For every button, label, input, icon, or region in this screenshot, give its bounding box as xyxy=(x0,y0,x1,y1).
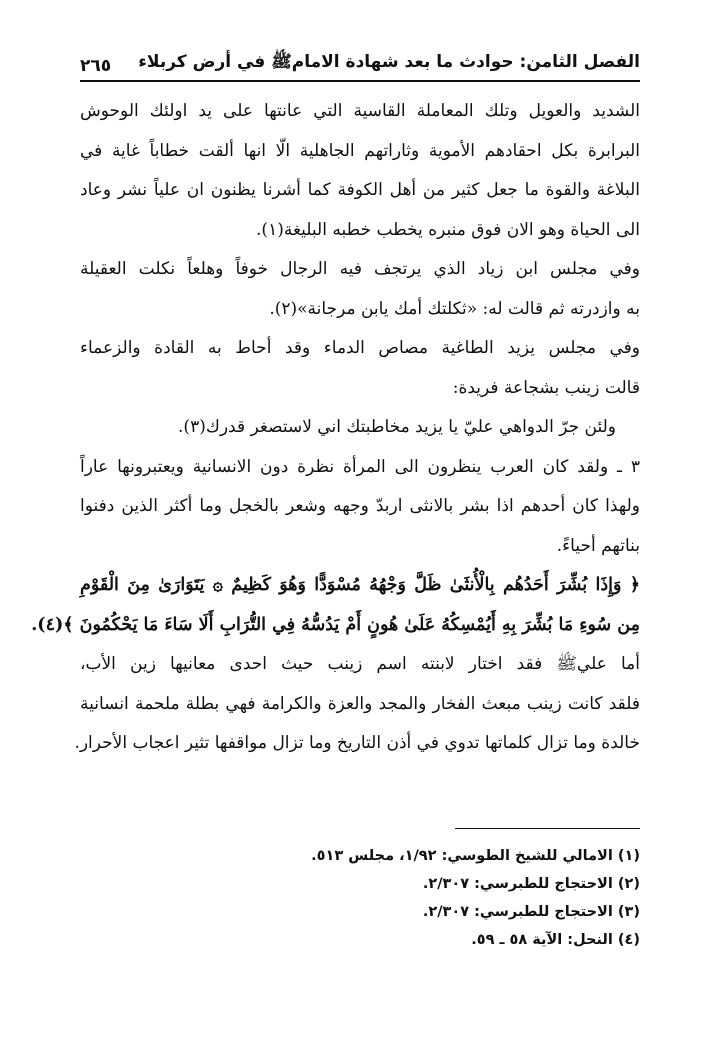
body-line: أما عليﷺ فقد اختار لابنته اسم زينب حيث احدى معانيها زين الأب، xyxy=(80,654,640,674)
body-line: البرابرة بكل احقادهم الأموية وثاراتهم الجاهلية الّا انها ألقت خطاباً غاية في xyxy=(80,140,640,161)
body-line: ٣ ـ ولقد كان العرب ينظرون الى المرأة نظرة دون الانسانية ويعتبرونها عاراً xyxy=(80,456,640,477)
quran-verse-line: مِن سُوءِ مَا بُشِّرَ بِهِ أَيُمْسِكُهُ عَلَىٰ هُونٍ أَمْ يَدُسُّهُ فِي التُّرَابِ أَلَا سَاءَ مَا يَحْكُمُونَ ﴾(٤). xyxy=(31,614,640,635)
body-line: قالت زينب بشجاعة فريدة: xyxy=(452,377,640,398)
chapter-title: الفصل الثامن: حوادث ما بعد شهادة الامامﷺ في أرض كربلاء xyxy=(138,52,640,72)
body-line: وفي مجلس يزيد الطاغية مصاص الدماء وقد أحاط به القادة والزعماء xyxy=(80,338,640,358)
quran-verse-line: ﴿ وَإِذَا بُشِّرَ أَحَدُهُم بِالْأُنثَىٰ ظَلَّ وَجْهُهُ مُسْوَدًّا وَهُوَ كَظِيمٌ ۞ يَتَوَارَىٰ مِنَ الْقَوْمِ xyxy=(80,575,640,595)
body-line: الى الحياة وهو الان فوق منبره يخطب خطبه البليغة(١). xyxy=(256,219,640,240)
running-header xyxy=(80,42,640,76)
body-text xyxy=(31,92,640,764)
header-divider xyxy=(80,80,640,82)
body-line: فلقد كانت زينب مبعث الفخار والمجد والعزة والكرامة فهي بطلة ملحمة انسانية xyxy=(80,693,640,714)
page-number: ٢٦٥ xyxy=(80,56,112,76)
footnote: (٤) النحل: الآية ٥٨ ـ ٥٩. xyxy=(471,932,640,948)
body-line: ولئن جرّ الدواهي عليّ يا يزيد مخاطبتك اني لاستصغر قدرك(٣). xyxy=(178,417,616,437)
body-line: به وازدرته ثم قالت له: «ثكلتك أمك يابن مرجانة»(٢). xyxy=(269,298,640,319)
footnotes xyxy=(80,842,640,954)
body-line: الشديد والعويل وتلك المعاملة القاسية التي عانتها على يد اولئك الوحوش xyxy=(80,101,640,121)
footnote-divider xyxy=(455,828,640,829)
footnote: (٣) الاحتجاج للطبرسي: ٢/٣٠٧. xyxy=(422,904,640,920)
footnote: (١) الامالي للشيخ الطوسي: ١/٩٢، مجلس ٥١٣. xyxy=(311,848,640,864)
body-line: ولهذا كان أحدهم اذا بشر بالانثى اربدّ وجهه وشعر بالخجل وما أكثر الذين دفنوا xyxy=(80,496,640,516)
body-line: خالدة وما تزال كلماتها تدوي في أذن التاريخ وما تزال مواقفها تثير اعجاب الأحرار. xyxy=(74,733,640,753)
body-line: البلاغة والقوة ما جعل كثير من أهل الكوفة كما أشرنا يظنون ان علياً نشر وعاد xyxy=(80,180,640,200)
footnote: (٢) الاحتجاج للطبرسي: ٢/٣٠٧. xyxy=(422,876,640,892)
body-line: وفي مجلس ابن زياد الذي يرتجف فيه الرجال خوفاً وهلعاً نكلت العقيلة xyxy=(80,259,640,279)
body-line: بناتهم أحياءً. xyxy=(556,535,640,556)
